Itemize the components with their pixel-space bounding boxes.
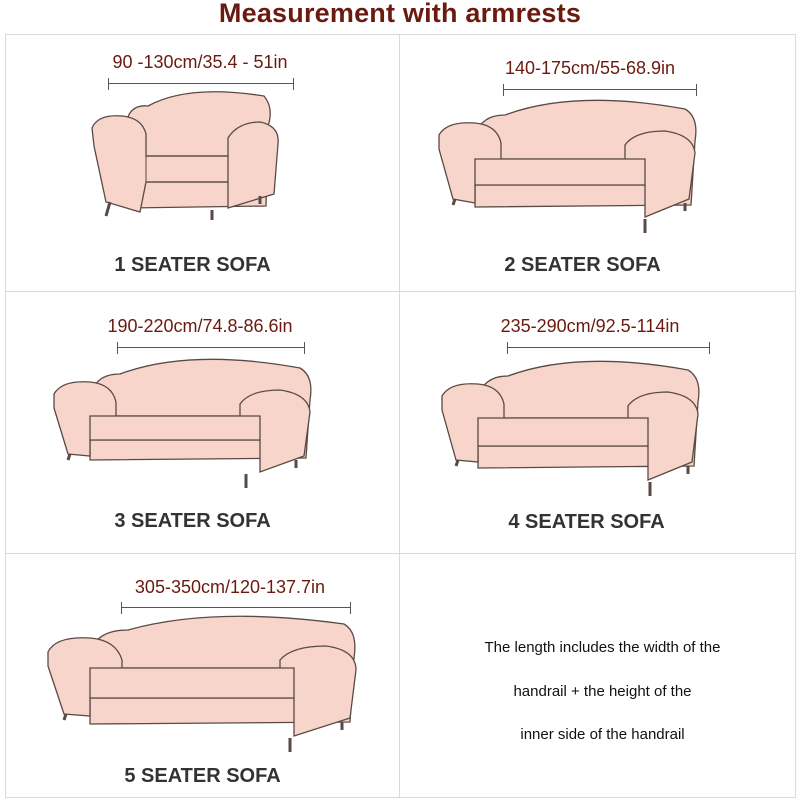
measurement-5-seater: 305-350cm/120-137.7in [134,577,326,597]
label-2-seater: 2 SEATER SOFA [504,254,661,276]
grid-line-bottom [5,797,795,798]
measurement-2-seater: 140-175cm/55-68.9in [504,58,676,78]
note-line-3: inner side of the handrail [520,726,685,743]
sofa-icon [44,612,364,757]
grid-line-row1 [5,291,795,292]
measurement-4-seater: 235-290cm/92.5-114in [500,316,680,336]
grid-line-top [5,34,795,35]
note-line-1: The length includes the width of the [484,639,721,656]
armchair-icon [88,86,288,226]
label-5-seater: 5 SEATER SOFA [124,765,281,787]
label-3-seater: 3 SEATER SOFA [114,510,271,532]
sofa-icon [50,354,320,494]
page-title: Measurement with armrests [218,0,582,28]
grid-line-left [5,34,6,798]
measurement-1-seater: 90 -130cm/35.4 - 51in [112,52,288,72]
loveseat-icon [435,95,705,240]
label-4-seater: 4 SEATER SOFA [508,511,665,533]
ruler-3-seater [117,342,305,354]
ruler-4-seater [507,342,710,354]
grid-line-row2 [5,553,795,554]
grid-line-middle [399,34,400,798]
label-1-seater: 1 SEATER SOFA [114,254,271,276]
sofa-icon [438,356,708,501]
measurement-3-seater: 190-220cm/74.8-86.6in [107,316,293,336]
note-line-2: handrail + the height of the [513,683,692,700]
